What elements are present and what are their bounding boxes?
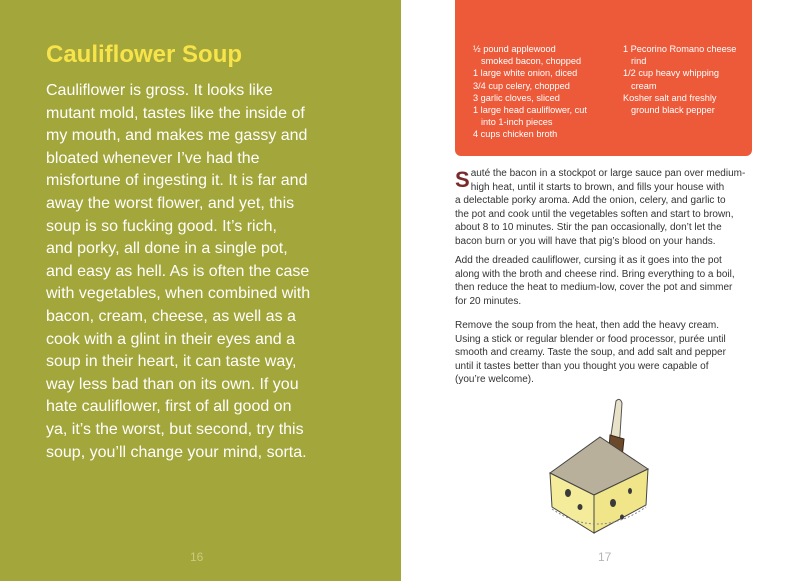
step-1-paragraph [455, 167, 755, 249]
ingredient-item [473, 104, 613, 128]
ingredient-text: ½ pound applewood [473, 44, 556, 54]
step-2-line: Add the dreaded cauliflower, cursing it as it goes into the pot [455, 255, 722, 266]
page-title: Cauliflower Soup [46, 41, 243, 68]
ingredient-text: 3/4 cup celery, chopped [473, 80, 570, 91]
intro-line: bloated whenever I’ve had the [46, 149, 260, 167]
intro-line: bacon, cream, cheese, as well as a [46, 307, 296, 325]
intro-line: soup, you’ll change your mind, sorta. [46, 443, 307, 461]
ingredients-box [455, 0, 752, 156]
intro-line: hate cauliflower, first of all good on [46, 398, 292, 416]
step-1-line: auté the bacon in a stockpot or large sauce pan over medium- [470, 168, 746, 179]
step-2-line: along with the broth and cheese rind. Bring everything to a boil, [455, 268, 735, 280]
step-2-line: for 20 minutes. [455, 295, 522, 307]
step-1-line: a delectable porky aroma. Add the onion, celery, and garlic to [455, 195, 726, 207]
ingredients-column-right [623, 43, 748, 116]
ingredient-item [623, 43, 748, 67]
intro-line: ya, it’s the worst, but second, try this [46, 420, 304, 438]
ingredient-text: Kosher salt and freshly [623, 92, 717, 103]
step-3-paragraph [455, 319, 755, 387]
step-1-line: high heat, until it starts to brown, and fills your house with [470, 181, 725, 193]
step-1-line: bacon burn or you will have that pig’s blood on your hands. [455, 235, 716, 247]
cheese-wedge-with-knife-illustration [538, 395, 668, 535]
intro-line: soup in their heart, it can taste way, [46, 353, 297, 371]
intro-line: my mouth, and makes me gassy and [46, 127, 308, 145]
intro-line: soup is so fucking good. It’s rich, [46, 217, 277, 235]
intro-line: cook with a glint in their eyes and a [46, 330, 296, 348]
intro-line: away the worst flower, and yet, this [46, 194, 295, 212]
step-3-line: Using a stick or regular blender or food processor, purée until [455, 333, 726, 345]
intro-line: and porky, all done in a single pot, [46, 240, 288, 258]
ingredient-text-continued: rind [631, 56, 647, 67]
intro-line: way less bad than on its own. If you [46, 375, 299, 393]
step-3-line: smooth and creamy. Taste the soup, and add salt and pepper [455, 347, 726, 359]
step-2-line: then reduce the heat to medium-low, cover the pot and simmer [455, 282, 733, 294]
ingredient-item [473, 80, 613, 92]
ingredient-text-continued: smoked bacon, chopped [481, 56, 582, 67]
page-number-right: 17 [598, 550, 612, 564]
step-1-line: the pot and cook until the vegetables soften and start to brown, [455, 208, 734, 220]
ingredient-item [473, 67, 613, 79]
ingredient-item [623, 92, 748, 116]
dropcap-letter: S [455, 167, 470, 192]
step-3-line: (you’re welcome). [455, 374, 534, 386]
page-number-left: 16 [190, 550, 204, 564]
intro-line: Cauliflower is gross. It looks like [46, 82, 273, 99]
ingredient-text-continued: ground black pepper [631, 105, 715, 116]
step-1-line: about 8 to 10 minutes. Stir the pan occasionally, don’t let the [455, 222, 722, 234]
ingredient-text-continued: into 1-inch pieces [481, 117, 553, 128]
step-1-text [455, 167, 755, 249]
intro-line: misfortune of ingesting it. It is far and [46, 172, 308, 190]
step-3-line: Remove the soup from the heat, then add the heavy cream. [455, 320, 720, 331]
ingredient-text: 1 Pecorino Romano cheese [623, 44, 737, 54]
ingredient-text: 1/2 cup heavy whipping [623, 68, 720, 79]
intro-line: with vegetables, when combined with [46, 285, 311, 303]
ingredient-text: 1 large head cauliflower, cut [473, 105, 587, 116]
ingredient-text: 3 garlic cloves, sliced [473, 92, 560, 103]
ingredient-text: 4 cups chicken broth [473, 129, 558, 140]
ingredients-column-left [473, 43, 613, 141]
intro-paragraph [46, 80, 366, 464]
ingredient-text: 1 large white onion, diced [473, 68, 578, 79]
step-2-paragraph [455, 254, 755, 308]
ingredient-text-continued: cream [631, 80, 657, 91]
intro-line: mutant mold, tastes like the inside of [46, 104, 305, 122]
ingredient-item [623, 67, 748, 91]
ingredient-item [473, 92, 613, 104]
ingredient-item [473, 43, 613, 67]
intro-line: and easy as hell. As is often the case [46, 262, 310, 280]
step-3-line: until it tastes better than you thought you were capable of [455, 360, 709, 372]
ingredient-item [473, 128, 613, 140]
